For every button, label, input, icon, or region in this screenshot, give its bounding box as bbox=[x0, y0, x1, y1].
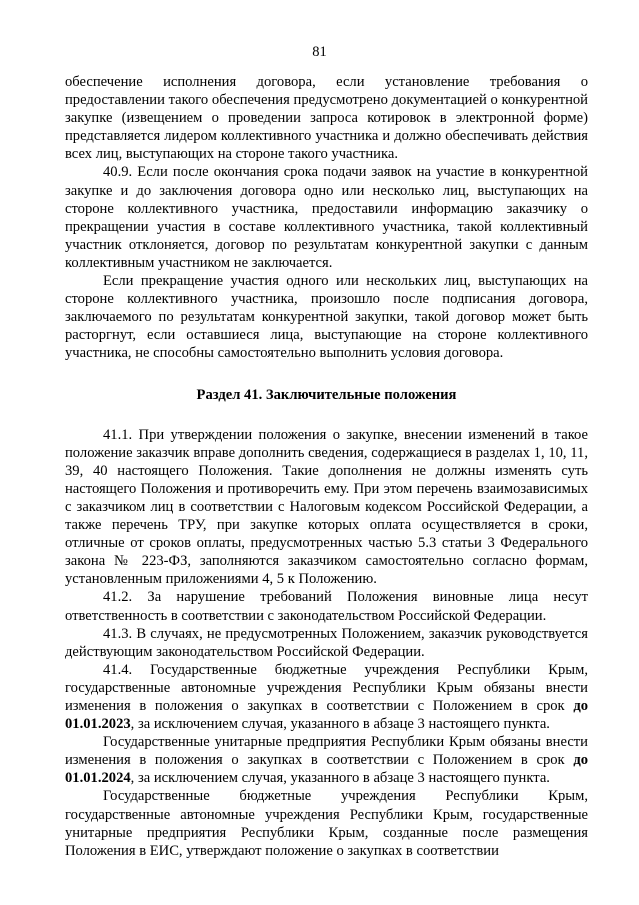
page-number: 81 bbox=[312, 44, 327, 60]
paragraph-unitary-text-after: , за исключением случая, указанного в абзаце 3 настоящего пункта. bbox=[130, 770, 550, 787]
paragraph-41-4-unitary bbox=[65, 733, 588, 787]
paragraph-41-4-text-before: 41.4. Государственные бюджетные учреждения Республики Крым, государственные автономные учреждения Республики Крым обязаны внести изменения в положения о закупках в соответствии с Положением в срок bbox=[65, 661, 588, 714]
deadline-date-2024: до 01.01.2024 bbox=[65, 752, 588, 787]
paragraph-41-4-text-after: , за исключением случая, указанного в абзаце 3 настоящего пункта. bbox=[130, 716, 550, 733]
paragraph-continuation: обеспечение исполнения договора, если установление требования о предоставлении такого обеспечения предусмотрено документацией о конкурентной закупке (извещением о проведении запроса котировок в электронной форме) представляется лидером коллективного участника и должно обеспечивать действия всех лиц, выступающих на стороне такого участника. bbox=[65, 74, 588, 163]
section-heading: Раздел 41. Заключительные положения bbox=[196, 386, 457, 403]
paragraph-41-2: 41.2. За нарушение требований Положения виновные лица несут ответственность в соответствии с законодательством Российской Федерации. bbox=[65, 589, 588, 624]
paragraph-41-3: 41.3. В случаях, не предусмотренных Положением, заказчик руководствуется действующим законодательством Российской Федерации. bbox=[65, 625, 588, 660]
document-body bbox=[65, 73, 588, 860]
paragraph-41-4-new-entities: Государственные бюджетные учреждения Республики Крым, государственные автономные учреждения Республики Крым, государственные унитарные предприятия Республики Крым, созданные после размещения Положения в ЕИС, утверждают положение о закупках в соответствии bbox=[65, 788, 588, 859]
paragraph-termination: Если прекращение участия одного или нескольких лиц, выступающих на стороне коллективного участника, произошло после подписания договора, заключаемого по результатам конкурентной закупки, такой договор может быть расторгнут, если оставшиеся лица, выступающие на стороне коллективного участника, не способны самостоятельно выполнить условия договора. bbox=[65, 273, 588, 362]
paragraph-41-1: 41.1. При утверждении положения о закупке, внесении изменений в такое положение заказчик вправе дополнить сведения, содержащиеся в разделах 1, 10, 11, 39, 40 настоящего Положения. Такие дополнения не должны изменять суть настоящего Положения и противоречить ему. При этом перечень взаимозависимых с заказчиком лиц в соответствии с Налоговым кодексом Российской Федерации, а также перечень ТРУ, при закупке которых оплата осуществляется в сроки, отличные от сроков оплаты, предусмотренных частью 5.3 статьи 3 Федерального закона № 223-ФЗ, заполняются заказчиком самостоятельно согласно формам, установленным приложениями 4, 5 к Положению. bbox=[65, 426, 588, 588]
paragraph-40-9: 40.9. Если после окончания срока подачи заявок на участие в конкурентной закупке и до заключения договора одно или несколько лиц, выступающих на стороне коллективного участника, предоставили информацию заказчику о прекращении участия в составе коллективного участника, такой коллективный участник отклоняется, договор по результатам конкурентной закупки с данным коллективным участником не заключается. bbox=[65, 164, 588, 271]
deadline-date-2023: до 01.01.2023 bbox=[65, 698, 588, 733]
paragraph-41-4 bbox=[65, 661, 588, 733]
paragraph-unitary-text-before: Государственные унитарные предприятия Республики Крым обязаны внести изменения в положения о закупках в соответствии с Положением в срок bbox=[65, 734, 588, 769]
